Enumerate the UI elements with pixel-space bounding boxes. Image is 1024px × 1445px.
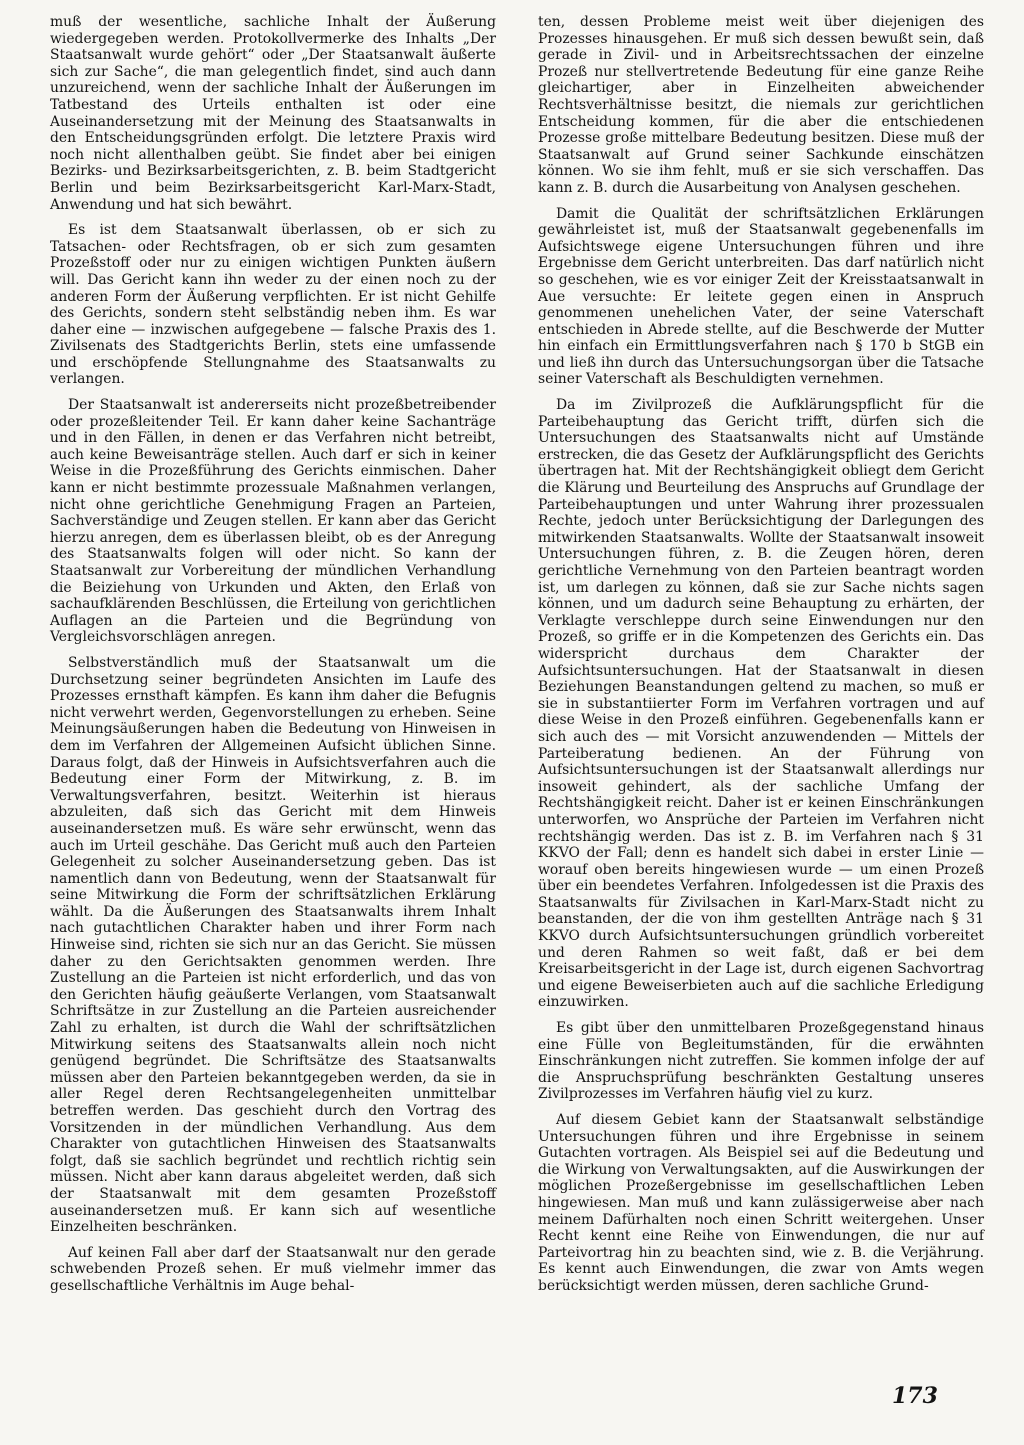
left-column — [50, 14, 496, 1434]
document-page — [50, 14, 984, 1434]
paragraph: Selbstverständlich muß der Staatsanwalt um die Durchsetzung seiner begründeten Ansichten im Laufe des Prozesses ernsthaft kämpfen. Es kann ihm daher die Befugnis nicht verwehrt werden, Gegenvorstellungen zu erheben. Seine Meinungsäußerungen haben die Bedeutung von Hinweisen in dem im Verfahren der Allgemeinen Aufsicht üblichen Sinne. Daraus folgt, daß der Hinweis in Aufsichtsverfahren auch die Bedeutung einer Form der Mitwirkung, z. B. im Verwaltungsverfahren, besitzt. Weiterhin ist hieraus abzuleiten, daß sich das Gericht mit dem Hinweis auseinandersetzen muß. Es wäre sehr erwünscht, wenn das auch im Urteil geschähe. Das Gericht muß auch den Parteien Gelegenheit zu solcher Auseinandersetzung geben. Das ist namentlich dann von Bedeutung, wenn der Staatsanwalt für seine Mitwirkung die Form der schriftsätzlichen Erklärung wählt. Da die Äußerungen des Staatsanwalts ihrem Inhalt nach gutachtlichen Charakter haben und ihrer Form nach Hinweise sind, richten sie sich nur an das Gericht. Sie müssen daher zu den Gerichtsakten genommen werden. Ihre Zustellung an die Parteien ist nicht erforderlich, und das von den Gerichten häufig geäußerte Verlangen, vom Staatsanwalt Schriftsätze in zur Zustellung an die Parteien ausreichender Zahl zu erhalten, ist durch die Wahl der schriftsätzlichen Mitwirkung seitens des Staatsanwalts allein noch nicht genügend begründet. Die Schriftsätze des Staatsanwalts müssen aber den Parteien bekanntgegeben werden, da sie in aller Regel deren Rechtsangelegenheiten unmittelbar betreffen werden. Das geschieht durch den Vortrag des Vorsitzenden in der mündlichen Verhandlung. Aus dem Charakter von gutachtlichen Hinweisen des Staatsanwalts folgt, daß sie sachlich begründet und rechtlich richtig sein müssen. Nicht aber kann daraus abgeleitet werden, daß sich der Staatsanwalt mit dem gesamten Prozeßstoff auseinandersetzen muß. Er kann sich auf wesentliche Einzelheiten beschränken. — [50, 654, 496, 1236]
page-number: 173 — [892, 1383, 938, 1409]
paragraph: ten, dessen Probleme meist weit über diejenigen des Prozesses hinausgehen. Er muß sich dessen bewußt sein, daß gerade in Zivil- und in Arbeitsrechtssachen der einzelne Prozeß nur stellvertretende Bedeutung für eine ganze Reihe gleichartiger, aber in Einzelheiten abweichender Rechtsverhältnisse besitzt, die niemals zur gerichtlichen Entscheidung kommen, für die aber die entschiedenen Prozesse große mittelbare Bedeutung besitzen. Diese muß der Staatsanwalt auf Grund seiner Sachkunde einschätzen können. Wo sie ihm fehlt, muß er sie sich verschaffen. Das kann z. B. durch die Ausarbeitung von Analysen geschehen. — [538, 14, 984, 196]
paragraph: Der Staatsanwalt ist andererseits nicht prozeßbetreibender oder prozeßleitender Teil. Er kann daher keine Sachanträge und in den Fällen, in denen er das Verfahren nicht betreibt, auch keine Beweisanträge stellen. Auch darf er sich in keiner Weise in die Prozeßführung des Gerichts einmischen. Daher kann er nicht bestimmte prozessuale Maßnahmen verlangen, nicht ohne gerichtliche Genehmigung Fragen an Parteien, Sachverständige und Zeugen stellen. Er kann aber das Gericht hierzu anregen, dem es überlassen bleibt, ob es der Anregung des Staatsanwalts folgen will oder nicht. So kann der Staatsanwalt zur Vorbereitung der mündlichen Verhandlung die Beiziehung von Urkunden und Akten, den Erlaß von sachaufklärenden Beschlüssen, die Erteilung von gerichtlichen Auflagen an die Parteien und die Begründung von Vergleichsvorschlägen anregen. — [50, 397, 496, 646]
paragraph: Auf keinen Fall aber darf der Staatsanwalt nur den gerade schwebenden Prozeß sehen. Er muß vielmehr immer das gesellschaftliche Verhältnis im Auge behal- — [50, 1244, 496, 1294]
paragraph: Es gibt über den unmittelbaren Prozeßgegenstand hinaus eine Fülle von Begleitumständen, für die erwähnten Einschränkungen nicht zutreffen. Sie kommen infolge der auf die Anspruchsprüfung beschränkten Gestaltung unseres Zivilprozesses im Verfahren häufig viel zu kurz. — [538, 1020, 984, 1103]
right-column — [538, 14, 984, 1434]
paragraph: muß der wesentliche, sachliche Inhalt der Äußerung wiedergegeben werden. Protokollvermerke des Inhalts „Der Staatsanwalt wurde gehört“ oder „Der Staatsanwalt äußerte sich zur Sache“, die man gelegentlich findet, sind auch dann unzureichend, wenn der sachliche Inhalt der Äußerungen im Tatbestand des Urteils enthalten ist oder eine Auseinandersetzung mit der Meinung des Staatsanwalts in den Entscheidungsgründen erfolgt. Die letztere Praxis wird noch nicht allenthalben geübt. Sie findet aber bei einigen Bezirks- und Bezirksarbeitsgerichten, z. B. beim Stadtgericht Berlin und beim Bezirksarbeitsgericht Karl-Marx-Stadt, Anwendung und hat sich bewährt. — [50, 14, 496, 213]
paragraph: Auf diesem Gebiet kann der Staatsanwalt selbständige Untersuchungen führen und ihre Ergebnisse in seinem Gutachten vortragen. Als Beispiel sei auf die Bedeutung und die Wirkung von Verwaltungsakten, auf die Auswirkungen der möglichen Prozeßergebnisse im gesellschaftlichen Leben hingewiesen. Man muß und kann zulässigerweise aber nach meinem Dafürhalten noch einen Schritt weitergehen. Unser Recht kennt eine Reihe von Einwendungen, die nur auf Parteivortrag hin zu beachten sind, wie z. B. die Verjährung. Es kennt auch Einwendungen, die zwar von Amts wegen berücksichtigt werden müssen, deren sachliche Grund- — [538, 1112, 984, 1294]
paragraph: Damit die Qualität der schriftsätzlichen Erklärungen gewährleistet ist, muß der Staatsanwalt gegebenenfalls im Aufsichtswege eigene Untersuchungen führen und ihre Ergebnisse dem Gericht unterbreiten. Das darf natürlich nicht so geschehen, wie es vor einiger Zeit der Kreisstaatsanwalt in Aue versuchte: Er leitete gegen einen in Anspruch genommenen unehelichen Vater, der seine Vaterschaft entschieden in Abrede stellte, auf die Beschwerde der Mutter hin einfach ein Ermittlungsverfahren nach § 170 b StGB ein und ließ ihn durch das Untersuchungsorgan über die Tatsache seiner Vaterschaft als Beschuldigten vernehmen. — [538, 205, 984, 388]
paragraph: Da im Zivilprozeß die Aufklärungspflicht für die Parteibehauptung das Gericht trifft, dürfen sich die Untersuchungen des Staatsanwalts nicht auf Umstände erstrecken, die das Gesetz der Aufklärungspflicht des Gerichts übertragen hat. Mit der Rechtshängigkeit obliegt dem Gericht die Klärung und Beurteilung des Anspruchs auf Grundlage der Parteibehauptungen und unter Wahrung ihrer prozessualen Rechte, jedoch unter Berücksichtigung der Darlegungen des mitwirkenden Staatsanwalts. Wollte der Staatsanwalt insoweit Untersuchungen führen, z. B. die Zeugen hören, deren gerichtliche Vernehmung von den Parteien beantragt worden ist, um darlegen zu können, daß sie zur Sache nichts sagen können, und um dadurch seine Behauptung zu erhärten, der Verklagte verschleppe durch seine Einwendungen nur den Prozeß, so griffe er in die Kompetenzen des Gerichts ein. Das widerspricht durchaus dem Charakter der Aufsichtsuntersuchungen. Hat der Staatsanwalt in diesen Beziehungen Beanstandungen geltend zu machen, so muß er sie in substantiierter Form im Verfahren vortragen und auf diese Weise in den Prozeß einführen. Gegebenenfalls kann er sich auch des — mit Vorsicht anzuwendenden — Mittels der Parteiberatung bedienen. An der Führung von Aufsichtsuntersuchungen ist der Staatsanwalt allerdings nur insoweit gehindert, als der sachliche Umfang der Rechtshängigkeit reicht. Daher ist er keinen Einschränkungen unterworfen, wo Ansprüche der Parteien im Verfahren nicht rechtshängig werden. Das ist z. B. im Verfahren nach § 31 KKVO der Fall; denn es handelt sich dabei in erster Linie — worauf oben bereits hingewiesen wurde — um einen Prozeß über ein beendetes Verfahren. Infolgedessen ist die Praxis des Staatsanwalts für Zivilsachen in Karl-Marx-Stadt nicht zu beanstanden, der die von ihm gestellten Anträge nach § 31 KKVO durch Aufsichtsuntersuchungen gründlich vorbereitet und deren Rahmen so weit faßt, daß er bei dem Kreisarbeitsgericht in der Lage ist, durch eigenen Sachvortrag und eigene Beweiserbieten auch auf die sachliche Erledigung einzuwirken. — [538, 397, 984, 1011]
paragraph: Es ist dem Staatsanwalt überlassen, ob er sich zu Tatsachen- oder Rechtsfragen, ob er sich zum gesamten Prozeßstoff oder nur zu einigen wichtigen Punkten äußern will. Das Gericht kann ihn weder zu der einen noch zu der anderen Form der Äußerung verpflichten. Er ist nicht Gehilfe des Gerichts, sondern steht selbständig neben ihm. Es war daher eine — inzwischen aufgegebene — falsche Praxis des 1. Zivilsenats des Stadtgerichts Berlin, stets eine umfassende und erschöpfende Stellungnahme des Staatsanwalts zu verlangen. — [50, 222, 496, 388]
